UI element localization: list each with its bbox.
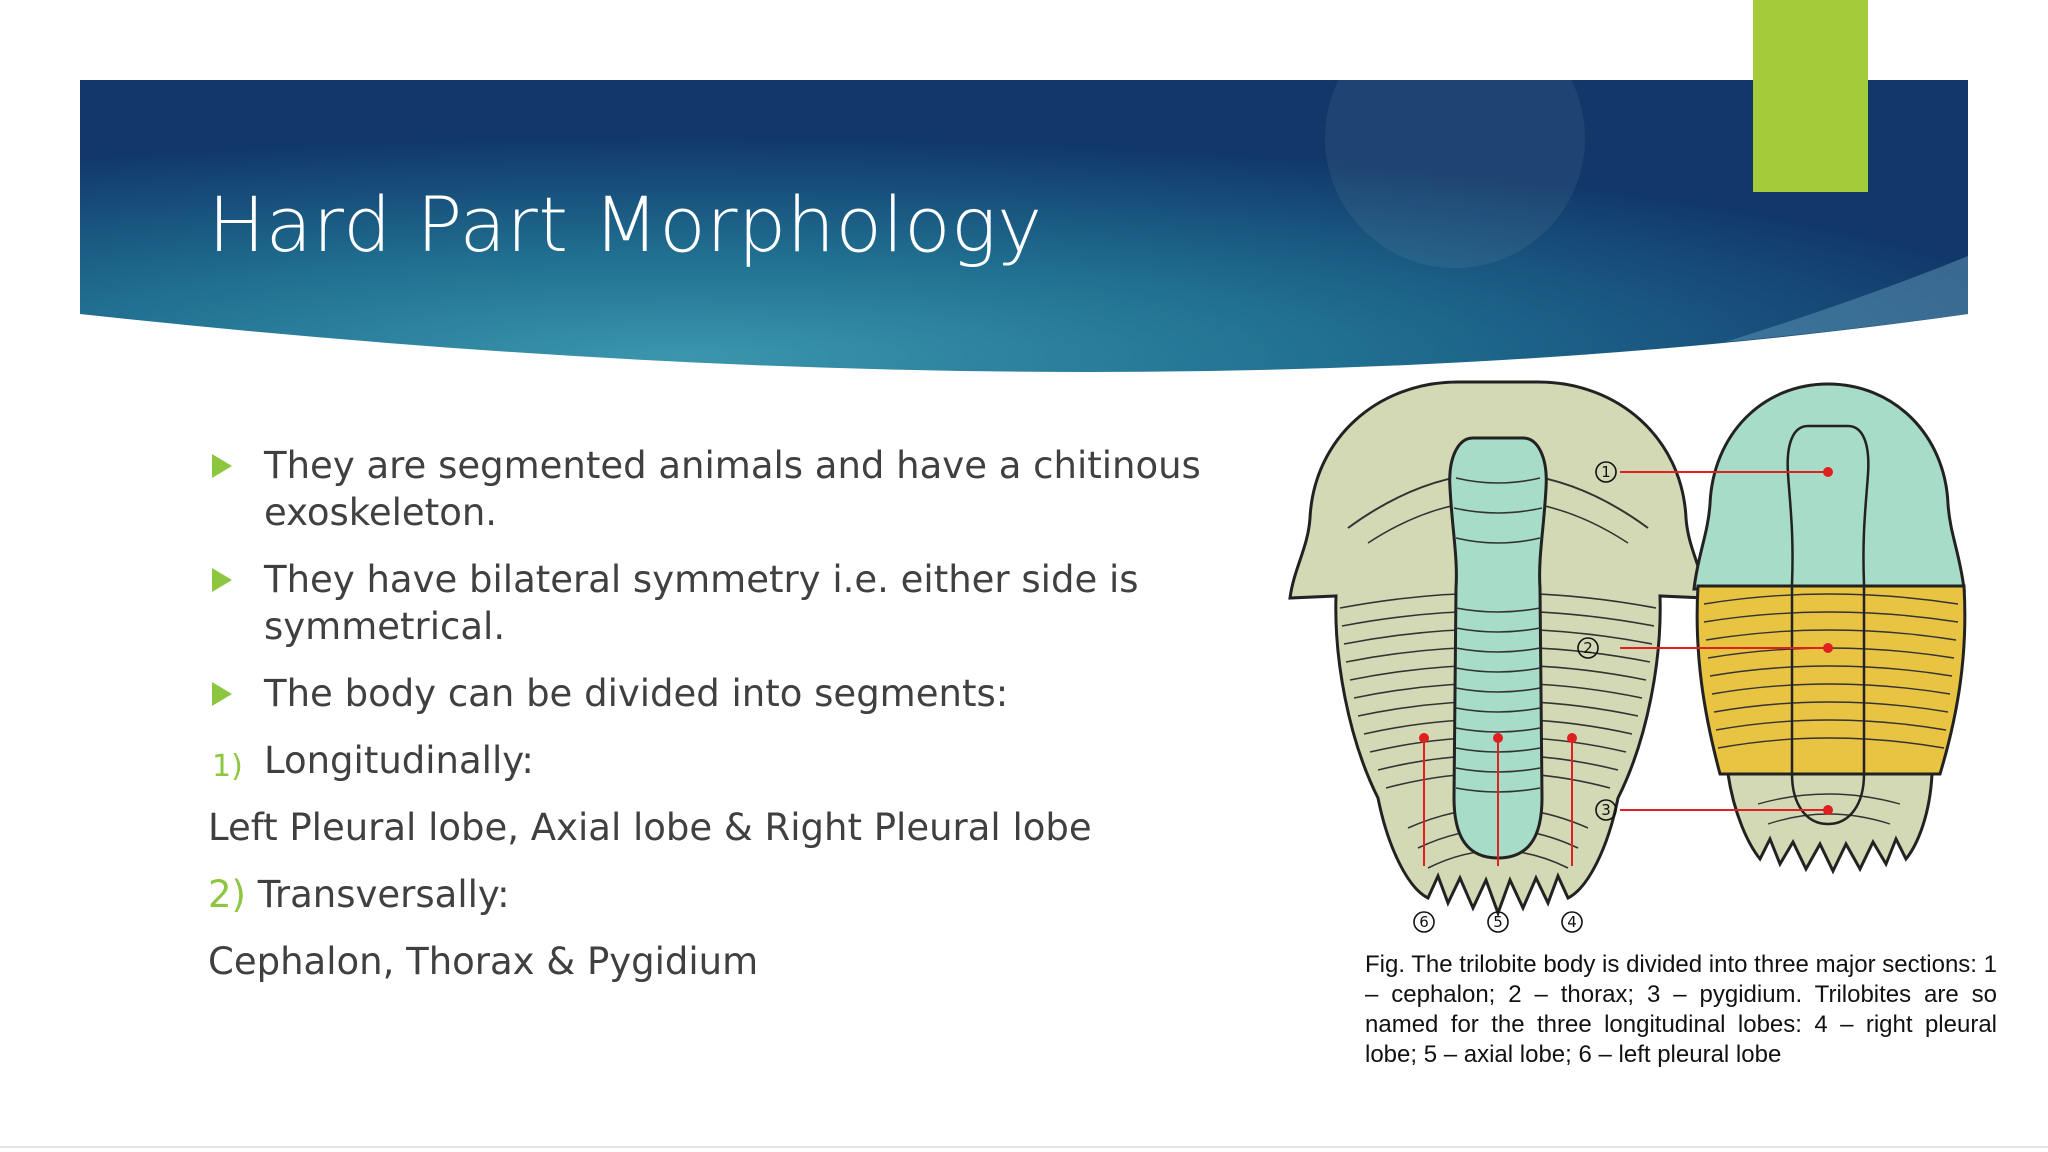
label-1: 1 (1601, 463, 1611, 481)
figure-caption: Fig. The trilobite body is divided into three major sections: 1 – cephalon; 2 – thorax; 3 – pygidium. Trilobites are so named for the three longitudinal lobes: 4 – right pleural lobe; 5 – axial lobe; 6 – left pleural lobe (1365, 951, 1997, 1068)
right-thorax (1697, 586, 1965, 774)
numbered-item-2 (208, 871, 1238, 918)
bullet-arrow-icon (212, 568, 232, 592)
longitudinal-detail: Left Pleural lobe, Axial lobe & Right Pleural lobe (208, 806, 1092, 849)
right-cephalon (1694, 384, 1964, 589)
label-6: 6 (1419, 913, 1429, 931)
longitudinal-lobe-markers (1414, 912, 1582, 932)
item-label: Longitudinally: (264, 739, 534, 782)
item-number: 2) (208, 873, 246, 916)
trilobite-figure (1278, 378, 2018, 938)
bullet-arrow-icon (212, 682, 232, 706)
slide-title: Hard Part Morphology (208, 180, 1043, 269)
item-number: 1) (212, 749, 243, 784)
slide-body (208, 442, 1238, 1005)
slide-bottom-border (0, 1146, 2048, 1148)
bullet-item (208, 442, 1238, 536)
green-accent-tab (1753, 0, 1868, 192)
trilobite-longitudinal (1290, 382, 1706, 932)
bullet-text: The body can be divided into segments: (264, 672, 1009, 715)
bullet-arrow-icon (212, 454, 232, 478)
label-3: 3 (1601, 801, 1611, 819)
label-4: 4 (1567, 913, 1577, 931)
bullet-text: They are segmented animals and have a chitinous exoskeleton. (264, 444, 1201, 534)
label-2: 2 (1583, 639, 1593, 657)
bullet-item (208, 556, 1238, 650)
item-label: Transversally: (257, 873, 510, 916)
numbered-item-1 (208, 737, 1238, 784)
label-5: 5 (1493, 913, 1503, 931)
transverse-detail: Cephalon, Thorax & Pygidium (208, 940, 759, 983)
bullet-item (208, 670, 1238, 717)
bullet-text: They have bilateral symmetry i.e. either side is symmetrical. (264, 558, 1139, 648)
right-pygidium (1728, 774, 1932, 871)
